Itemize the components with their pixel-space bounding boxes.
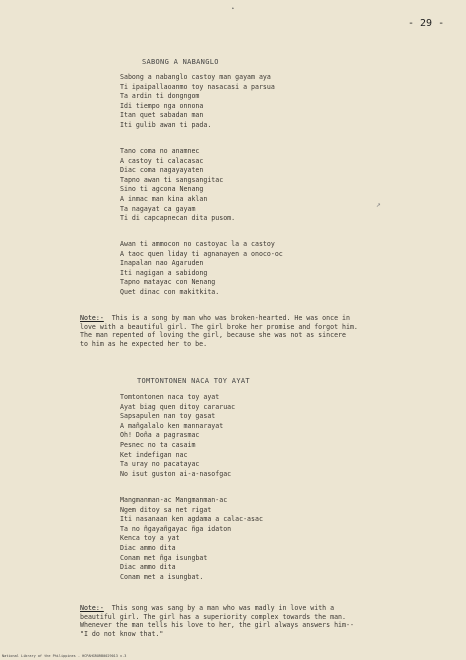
verse-line: Conam met ñga isungbat	[120, 553, 208, 562]
verse-line: Kenca toy a yat	[120, 534, 180, 543]
page-number: - 29 -	[408, 18, 445, 29]
verse-line: A mañgalalo ken mannarayat	[120, 421, 224, 430]
verse-line: Tapno awan ti sangsangitac	[120, 175, 224, 184]
verse-line: Sino ti agcona Nenang	[120, 185, 204, 194]
verse-line: Ta uray no pacatayac	[120, 460, 200, 469]
verse-line: Mangmanman-ac Mangmanman-ac	[120, 496, 228, 504]
note-line: love with a beautiful girl. The girl broke her promise and forgot him.	[80, 322, 358, 331]
verse-line: Tomtontonen naca toy ayat	[120, 393, 220, 401]
verse-line: Quet dinac con makitkita.	[120, 287, 220, 296]
song1-title: SABONG A NABANGLO	[142, 58, 219, 66]
note-label: Note:-	[80, 604, 104, 612]
song1-stanza-3	[120, 240, 283, 298]
verse-line: Diac ammo dita	[120, 543, 176, 552]
verse-line: Oh! Doña a pagrasmac	[120, 431, 200, 440]
verse-line: Idi tiempo nga onnona	[120, 101, 204, 110]
note-line: to him as he expected her to be.	[80, 339, 208, 348]
verse-line: Iti gulib awan ti pada.	[120, 120, 212, 129]
note-line: beautiful girl. The girl has a superiority complex towards the man.	[80, 612, 346, 621]
top-mark: ◆	[232, 6, 234, 10]
verse-line: Inapalan nao Agaruden	[120, 259, 204, 268]
note-label: Note:-	[80, 314, 104, 322]
verse-line: No isut guston ai-a-nasofgac	[120, 469, 232, 478]
margin-mark: ↗	[376, 200, 381, 209]
song1-stanza-2	[120, 147, 235, 224]
verse-line: Ti di capcapnecan dita pusom.	[120, 214, 236, 223]
verse-line: Sabong a nabanglo castoy man gayam aya	[120, 73, 271, 81]
verse-line: A inmac man kina aklan	[120, 194, 208, 203]
verse-line: A taoc quen liday ti agnanayen a onoco-oc	[120, 249, 283, 258]
verse-line: Tapno matayac con Nenang	[120, 278, 216, 287]
note-line: Whenever the man tells his love to her, the girl always answers him--	[80, 621, 354, 630]
verse-line: Ta no ñgayañgayac ñga idaton	[120, 524, 232, 533]
verse-line: Ta nagayat ca gayam	[120, 204, 196, 213]
note-line: The man repented of loving the girl, because she was not as sincere	[80, 331, 346, 340]
verse-line: A castoy ti calacasac	[120, 156, 204, 165]
song2-note	[80, 604, 452, 638]
verse-line: Ta ardin ti dongngom	[120, 92, 200, 101]
verse-line: Ti ipaipallaoanmo toy nasacasi a parsua	[120, 82, 275, 91]
song1-note	[80, 314, 452, 348]
verse-line: Ngem ditoy sa net rigat	[120, 505, 212, 514]
verse-line: Tano coma no anamnec	[120, 147, 200, 155]
verse-line: Diac coma nagayayaten	[120, 166, 204, 175]
verse-line: Itan quet sabadan man	[120, 111, 204, 120]
song2-title: TOMTONTONEN NACA TOY AYAT	[137, 377, 250, 385]
note-text: This song was sang by a man who was madly in love with a	[111, 604, 335, 612]
verse-line: Conam met a isungbat.	[120, 572, 204, 581]
note-text: This is a song by man who was broken-hearted. He was once in	[111, 314, 350, 322]
note-line: "I do not know that."	[80, 629, 164, 638]
note-line	[80, 314, 452, 323]
verse-line: Ayat biag quen ditoy cararuac	[120, 402, 236, 411]
archive-footer: National Library of the Philippines - HCPAHGRORB0029013 v.3	[2, 654, 127, 658]
verse-line: Sapsapulen nan toy gasat	[120, 412, 216, 421]
verse-line: Ket indefigan nac	[120, 450, 188, 459]
verse-line: Iti nasanaan ken agdama a calac-asac	[120, 515, 263, 524]
song2-stanza-1	[120, 393, 235, 479]
song2-stanza-2	[120, 496, 263, 582]
verse-line: Diac ammo dita	[120, 563, 176, 572]
song1-stanza-1	[120, 73, 275, 131]
verse-line: Iti nagigan a sabidong	[120, 268, 208, 277]
verse-line: Pesnec no ta casaim	[120, 440, 196, 449]
note-line	[80, 604, 452, 613]
verse-line: Awan ti ammocon no castoyac la a castoy	[120, 240, 275, 248]
